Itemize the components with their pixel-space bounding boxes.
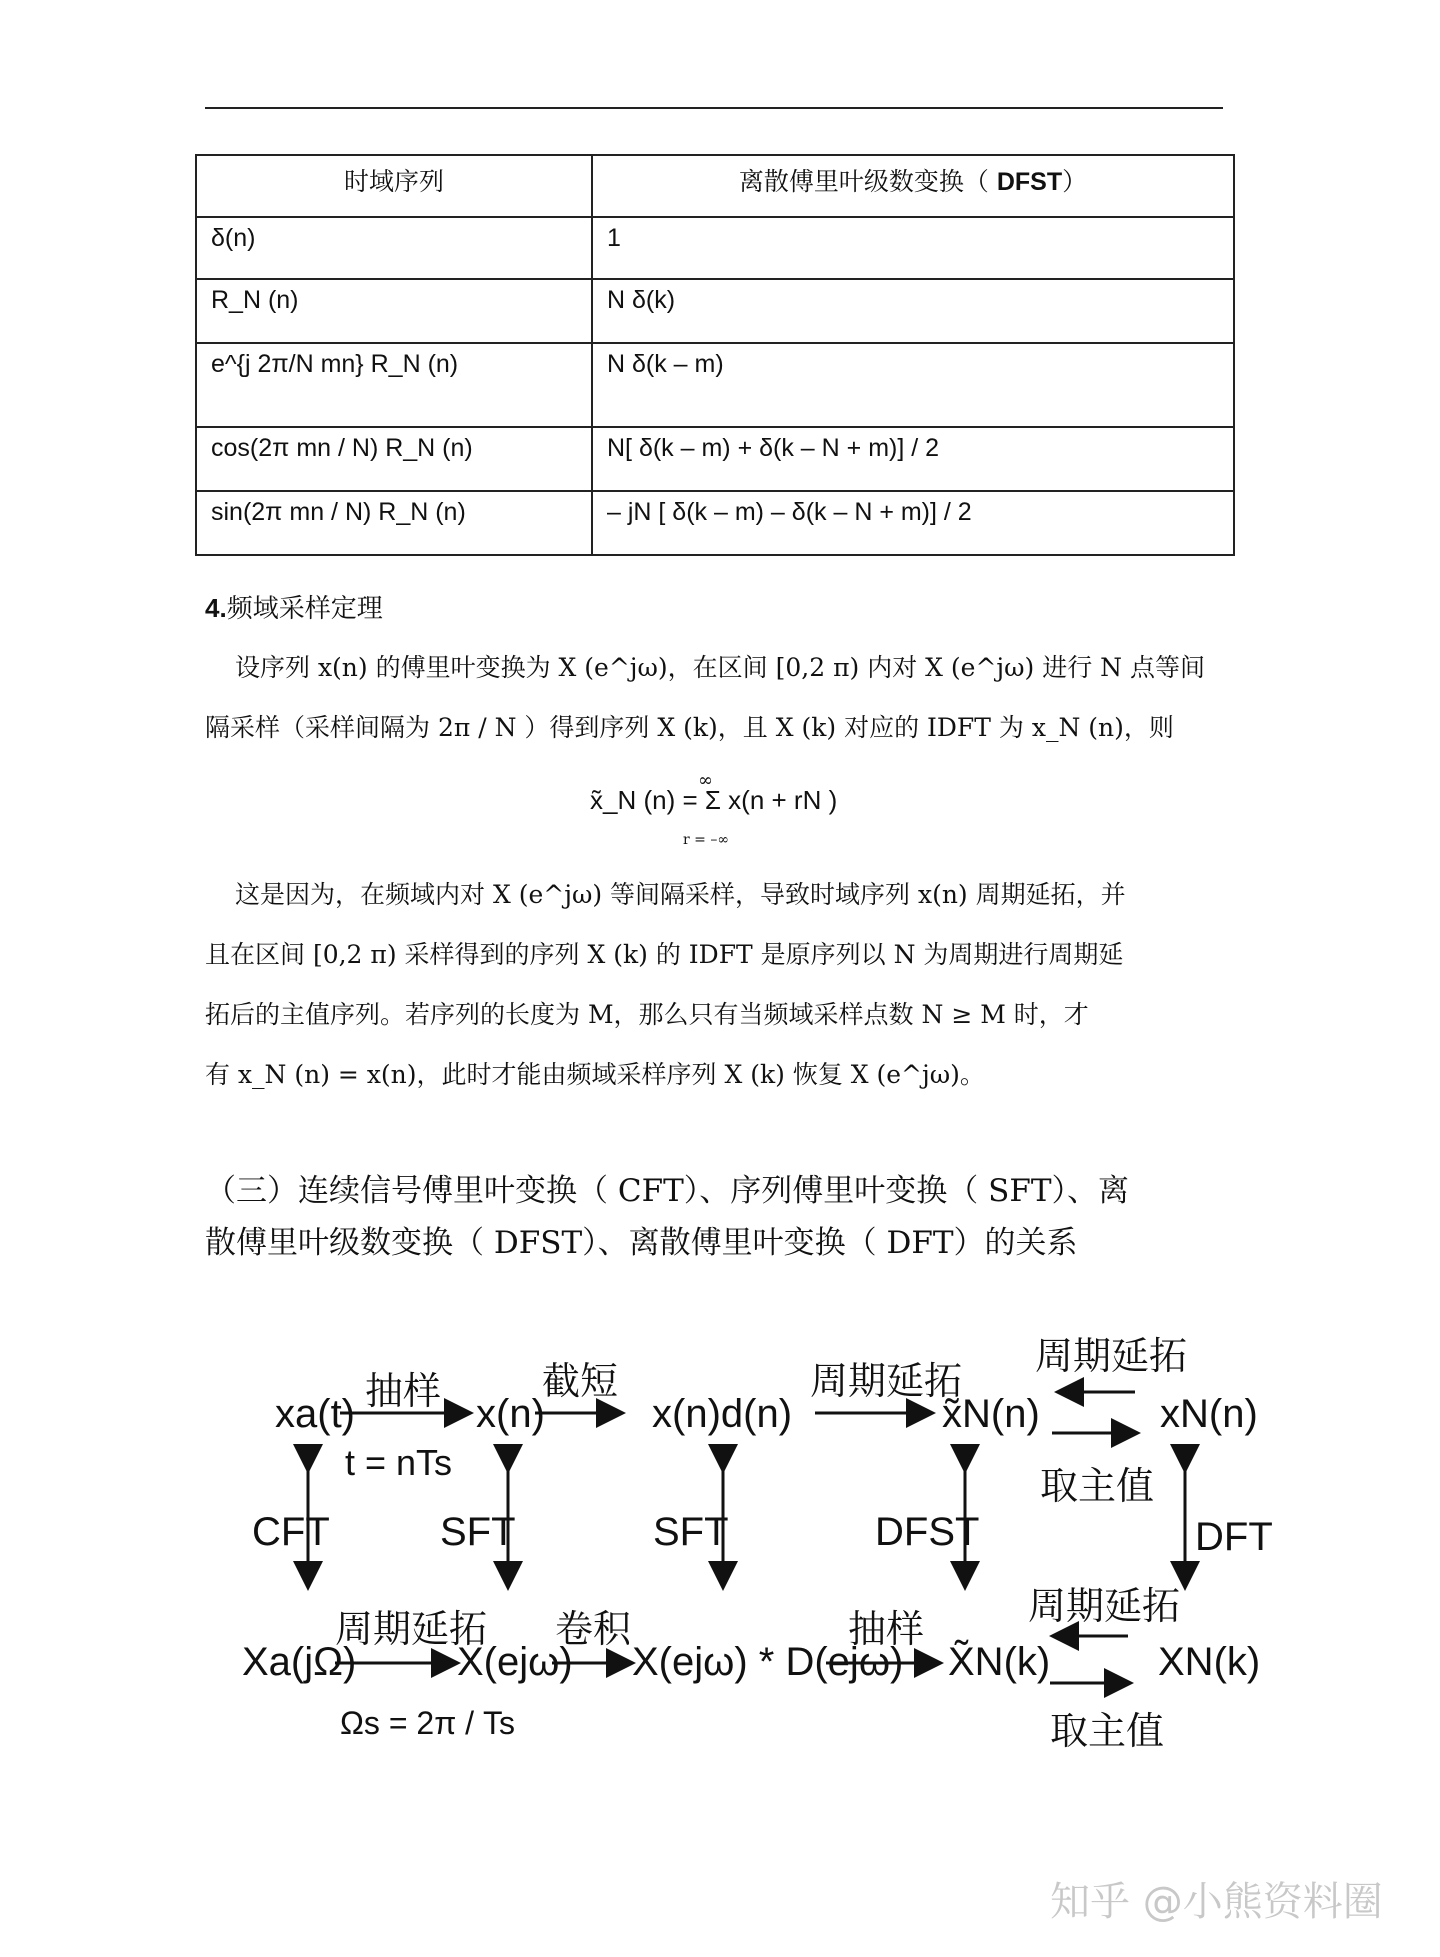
label-cft: CFT — [252, 1510, 330, 1554]
node-Xa-jOmega: Xa(jΩ) — [242, 1640, 357, 1684]
label-convolve: 卷积 — [555, 1607, 632, 1651]
label-sample-top: 抽样 — [365, 1369, 442, 1413]
section4-p1-line1: 设序列 x(n) 的傅里叶变换为 X (e^jω)，在区间 [0,2 π) 内对 X (e^jω) 进行 N 点等间 — [235, 653, 1206, 682]
node-xt-N-n: x̃N(n) — [942, 1392, 1040, 1436]
cell-dfst: N[ δ(k – m) + δ(k – N + m)] / 2 — [592, 427, 1234, 491]
node-X-ejw: X(ejω) — [457, 1640, 573, 1684]
label-principal-top: 取主值 — [1040, 1464, 1155, 1508]
watermark: 知乎 @小熊资料圈 — [1050, 1879, 1383, 1925]
cell-dfst: N δ(k – m) — [592, 343, 1234, 427]
periodic-extension-formula: x̃_N (n) = Σ x(n + rN ) — [590, 785, 838, 815]
cell-time: sin(2π mn / N) R_N (n) — [196, 491, 592, 555]
label-truncate: 截短 — [542, 1359, 619, 1403]
label-omega-s: Ωs = 2π / Ts — [340, 1705, 515, 1741]
label-sft-1: SFT — [440, 1510, 516, 1554]
section4-p2-line2: 且在区间 [0,2 π) 采样得到的序列 X (k) 的 IDFT 是原序列以 N 为周期进行周期延 — [205, 940, 1124, 969]
cell-time: R_N (n) — [196, 279, 592, 343]
label-sample-bottom: 抽样 — [848, 1607, 925, 1651]
section3-line1: （三）连续信号傅里叶变换（ CFT）、序列傅里叶变换（ SFT）、离 — [205, 1173, 1130, 1209]
node-X-N-k: XN(k) — [1158, 1640, 1261, 1684]
node-x-n: x(n) — [476, 1392, 545, 1436]
node-X-ejw-conv-D: X(ejω) * D(ejω) — [632, 1640, 904, 1684]
label-dft: DFT — [1195, 1515, 1273, 1559]
sum-upper-limit: ∞ — [698, 770, 713, 791]
header-dfst: 离散傅里叶级数变换（ DFST） — [592, 155, 1234, 217]
section4-p2-line3: 拓后的主值序列。若序列的长度为 M，那么只有当频域采样点数 N ≥ M 时，才 — [205, 1000, 1089, 1029]
label-periodic-extend-bottom: 周期延拓 — [335, 1607, 488, 1651]
label-periodic-extend-back-bottom: 周期延拓 — [1028, 1584, 1181, 1628]
label-periodic-extend-top: 周期延拓 — [810, 1359, 963, 1403]
header-time-sequence: 时域序列 — [196, 155, 592, 217]
label-sft-2: SFT — [653, 1510, 729, 1554]
section4-p1-line2: 隔采样（采样间隔为 2π / N ）得到序列 X (k)，且 X (k) 对应的 IDFT 为 x_N (n)，则 — [205, 713, 1174, 742]
label-periodic-extend-back-top: 周期延拓 — [1035, 1334, 1188, 1378]
node-x-n-d-n: x(n)d(n) — [652, 1392, 793, 1436]
cell-dfst: – jN [ δ(k – m) – δ(k – N + m)] / 2 — [592, 491, 1234, 555]
label-t-eq-nTs: t = nTs — [345, 1442, 453, 1483]
label-dfst: DFST — [875, 1510, 980, 1554]
node-xa-t: xa(t) — [275, 1392, 355, 1436]
node-Xt-N-k: X̃N(k) — [948, 1640, 1051, 1684]
sum-lower-limit: r = –∞ — [683, 832, 729, 848]
cell-time: cos(2π mn / N) R_N (n) — [196, 427, 592, 491]
cell-time: e^{j 2π/N mn} R_N (n) — [196, 343, 592, 427]
cell-dfst: N δ(k) — [592, 279, 1234, 343]
section4-p2-line1: 这是因为，在频域内对 X (e^jω) 等间隔采样，导致时域序列 x(n) 周期延拓，并 — [235, 880, 1126, 909]
label-principal-bottom: 取主值 — [1050, 1709, 1165, 1753]
cell-dfst: 1 — [592, 217, 1234, 279]
section4-heading: 4.频域采样定理 — [205, 593, 383, 624]
section3-line2: 散傅里叶级数变换（ DFST）、离散傅里叶变换（ DFT）的关系 — [205, 1225, 1078, 1261]
node-x-N-n: xN(n) — [1160, 1392, 1258, 1436]
section4-p2-line4: 有 x_N (n) = x(n)，此时才能由频域采样序列 X (k) 恢复 X (e^jω)。 — [205, 1060, 985, 1089]
cell-time: δ(n) — [196, 217, 592, 279]
